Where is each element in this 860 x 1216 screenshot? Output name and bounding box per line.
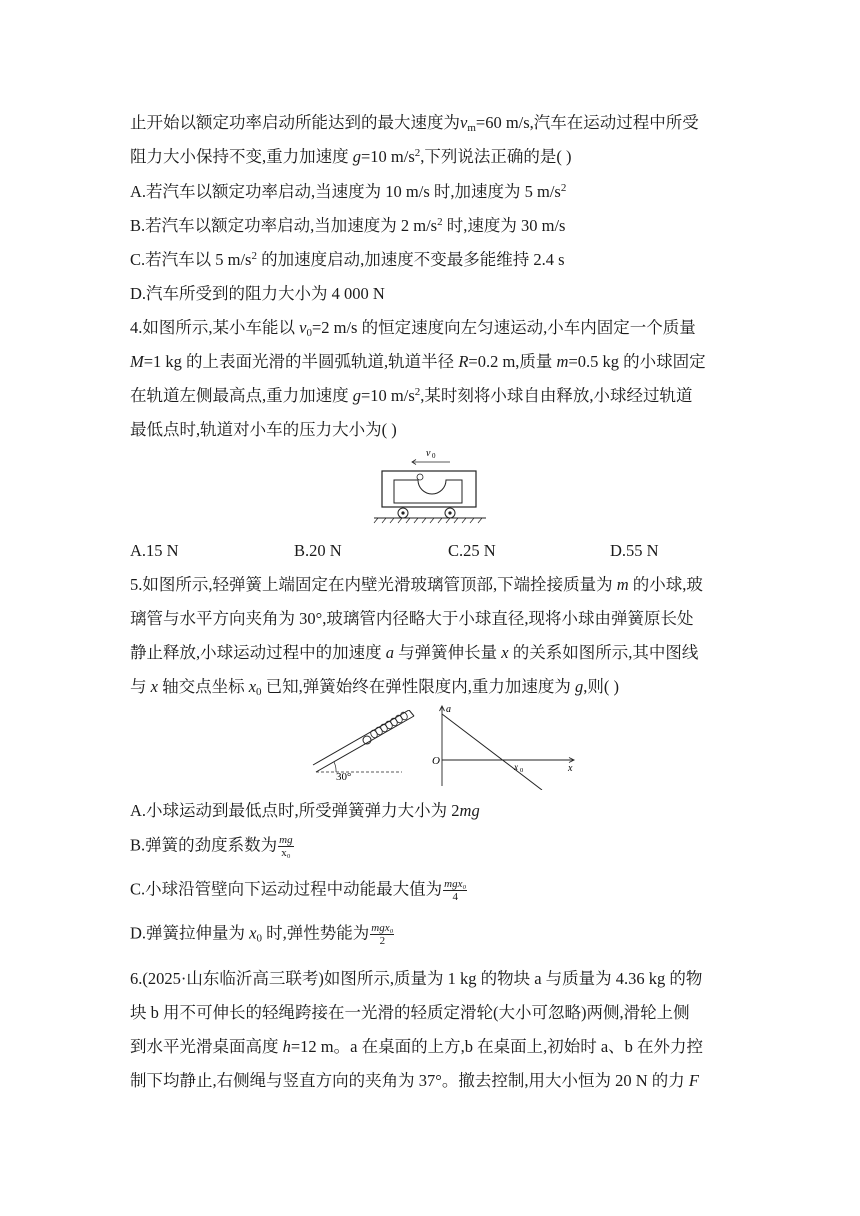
- q5-option-d: D.弹簧拉伸量为 $x_0$ 时,弹性势能为 $\frac{\text{mgx₀}}{2}$: [130, 922, 394, 947]
- q5-option-a: A.小球运动到最低点时,所受弹簧弹力大小为 2mg: [130, 801, 480, 820]
- q5-graph-line: [442, 714, 542, 790]
- q3-line-2: 阻力大小保持不变,重力加速度 g=10 $m/s^2$,下列说法正确的是( ): [130, 147, 572, 166]
- q4-fig-v0-label: v: [426, 448, 431, 459]
- q3-option-b: B.若汽车以额定功率启动,当加速度为 2 $m/s^2$ 时,速度为 30 m/s: [130, 216, 566, 235]
- q5-angle-label: 30°: [336, 771, 352, 782]
- q6-line-2: 块 b 用不可伸长的轻绳跨接在一光滑的轻质定滑轮(大小可忽略)两侧,滑轮上侧: [130, 1003, 690, 1022]
- q5-origin-label: O: [432, 755, 440, 767]
- q5-line-3: 静止释放,小球运动过程中的加速度 a 与弹簧伸长量 x 的关系如图所示,其中图线: [130, 643, 699, 662]
- q3-line-1: 止开始以额定功率启动所能达到的最大速度为$v_m=60$ m/s,汽车在运动过程中所受: [130, 113, 699, 134]
- q5-fraction-c: $\frac{\text{mgx₀}}{4}$: [444, 878, 467, 903]
- q5-line-1: 5.如图所示,轻弹簧上端固定在内壁光滑玻璃管顶部,下端拴接质量为 m 的小球,玻: [130, 575, 703, 594]
- q4-options: [130, 540, 740, 562]
- q6-line-1: 6.(2025·山东临沂高三联考)如图所示,质量为 1 kg 的物块 a 与质量为 4.36 kg 的物: [130, 969, 703, 988]
- q6-line-3: 到水平光滑桌面高度 h=12 m。a 在桌面的上方,b 在桌面上,初始时 a、b 在外力控: [130, 1037, 704, 1056]
- q5-ax-graph: [428, 700, 578, 790]
- q4-line-1: 4.如图所示,某小车能以 $v_0=2$ m/s 的恒定速度向左匀速运动,小车内固定一个质量: [130, 318, 696, 339]
- q4-fig-v0-sub: 0: [432, 452, 436, 460]
- q5-x0-label: x: [514, 762, 518, 772]
- q4-cart-figure: [370, 447, 490, 527]
- q4-line-4: 最低点时,轨道对小车的压力大小为( ): [130, 420, 397, 439]
- q4-small-ball: [417, 474, 423, 480]
- q4-option-a: A.15 N: [130, 541, 179, 560]
- q5-option-c: C.小球沿管壁向下运动过程中动能最大值为 $\frac{\text{mgx₀}}{4}$: [130, 878, 467, 903]
- q4-option-c: C.25 N: [448, 541, 496, 560]
- q3-option-d: D.汽车所受到的阻力大小为 4 000 N: [130, 284, 385, 303]
- q4-ground-hatch: [374, 518, 482, 523]
- q4-line-3: 在轨道左侧最高点,重力加速度 g=10 $m/s^2$,某时刻将小球自由释放,小球经过轨道: [130, 386, 693, 405]
- q4-line-2: M=1 kg 的上表面光滑的半圆弧轨道,轨道半径 R=0.2 m,质量 m=0.5 kg 的小球固定: [130, 352, 706, 371]
- q6-line-4: 制下均静止,右侧绳与竖直方向的夹角为 37°。撤去控制,用大小恒为 20 N 的力 F: [130, 1071, 699, 1090]
- q5-line-2: 璃管与水平方向夹角为 30°,玻璃管内径略大于小球直径,现将小球由弹簧原长处: [130, 609, 694, 628]
- q5-option-b: B.弹簧的劲度系数为 $\frac{mg}{\text{x₀}}$: [130, 834, 293, 859]
- q3-option-a: A.若汽车以额定功率启动,当速度为 10 m/s 时,加速度为 5 $m/s^2$: [130, 182, 567, 201]
- q5-tube-figure: [312, 710, 422, 782]
- q5-axis-x-label: x: [568, 763, 573, 774]
- q4-option-b: B.20 N: [294, 541, 342, 560]
- q5-x0-sub: 0: [520, 767, 524, 774]
- q5-fraction-d: $\frac{\text{mgx₀}}{2}$: [371, 922, 394, 947]
- q4-option-d: D.55 N: [610, 541, 659, 560]
- q5-axis-a-label: a: [446, 704, 451, 715]
- q5-spring: [369, 711, 408, 739]
- q5-fraction-b: $\frac{mg}{\text{x₀}}$: [279, 834, 293, 859]
- q3-option-c: C.若汽车以 5 $m/s^2$ 的加速度启动,加速度不变最多能维持 2.4 s: [130, 250, 565, 269]
- q5-line-4: 与 x 轴交点坐标 $x_0$ 已知,弹簧始终在弹性限度内,重力加速度为 g,则( ): [130, 677, 620, 698]
- q4-track-block: [394, 480, 462, 503]
